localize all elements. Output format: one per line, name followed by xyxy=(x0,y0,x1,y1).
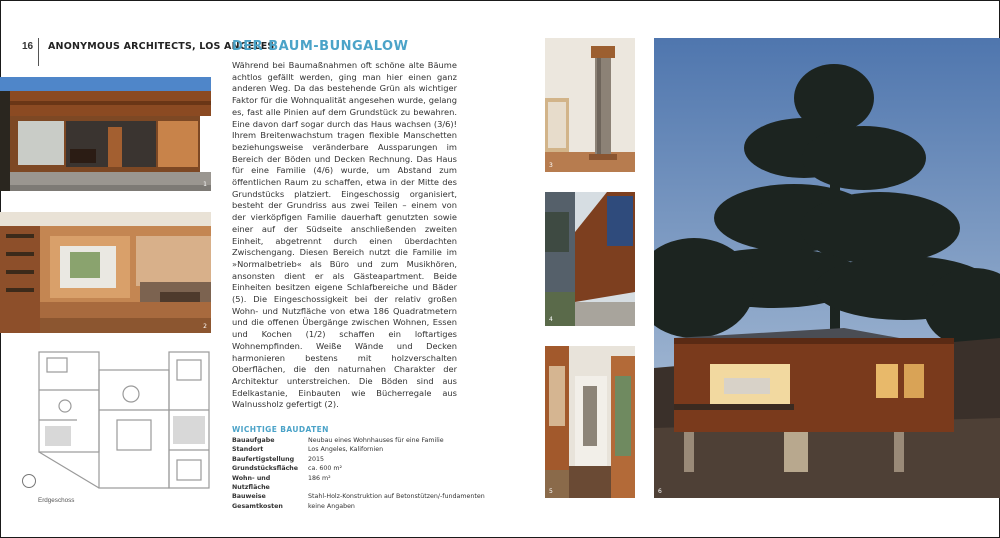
facts-value: keine Angaben xyxy=(308,502,355,510)
facts-value: Neubau eines Wohnhauses für eine Familie xyxy=(308,437,444,444)
photo-exterior-dusk xyxy=(654,38,1000,498)
facts-value: 186 m² xyxy=(308,474,331,482)
facts-row xyxy=(232,455,485,464)
page-number: 16 xyxy=(22,41,34,52)
article-body xyxy=(232,60,457,411)
photo-caption: 1 xyxy=(203,181,207,188)
photo-tree-interior xyxy=(545,38,635,172)
facts-row xyxy=(232,464,485,473)
floor-plan xyxy=(37,350,211,490)
facts-row xyxy=(232,445,485,454)
photo-caption: 5 xyxy=(549,488,553,495)
facts-label: Grundstücksfläche xyxy=(232,465,299,473)
photo-hallway xyxy=(545,346,635,498)
floor-plan-label: Erdgeschoss xyxy=(38,497,75,504)
facts-label: Gesamtkosten xyxy=(232,502,283,510)
facts-value: Stahl-Holz-Konstruktion auf Betonstützen/-fundamenten xyxy=(308,493,485,501)
facts-label: Bauaufgabe xyxy=(232,437,275,444)
facts-row xyxy=(232,492,485,501)
facts-value: 2015 xyxy=(308,455,325,463)
facts-title: WICHTIGE BAUDATEN xyxy=(232,425,329,434)
facts-label: Wohn- und Nutzfläche xyxy=(232,474,271,492)
photo-carport xyxy=(0,77,211,191)
article-paragraph: Während bei Baumaßnahmen oft schöne alte Bäume achtlos gefällt werden, ging man hier einen ganz anderen Weg. Da das bestehende Grün als wichtiger Faktor für die Wohnqualität angesehen wurde, gelang es, fast alle Pinien auf dem Grundstück zu bewahren. Eine davon darf sogar durch das Haus wachsen (3/6)! Ihrem Breitenwachstum tragen flexible Manschetten beziehungsweise veränderbare Aussparungen im Bereich der Böden und Decken Rechnung. Das Haus für eine Familie (4/6) wurde, um Abstand zum öffentlichen Raum zu schaffen, etwa in der Mitte des Grundstücks platziert. Eingeschossig organisiert, besteht der Grundriss aus zwei Teilen – einem von der vierköpfigen Familie dauerhaft genutzten sowie einer auf der Südseite anschließenden zweiten Einheit, abgetrennt durch einen überdachten Zwischengang. Diesen Bereich nutzt die Familie im »Normalbetrieb« als Büro und zum Musikhören, ansonsten dient er als Gästeapartment. Beide Einheiten besitzen eigene Schlafbereiche und Bäder (5). Die Eingeschossigkeit bei der relativ großen Wohn- und Nutzfläche von etwa 186 Quadratmetern und die offenen Übergänge zwischen Wohnen, Essen und Kochen (1/2) schaffen ein loftartiges Wohnempfinden. Weiße Wände und Decken harmonieren bestens mit holzverschalten Oberflächen, die den naturnahen Charakter der Architektur unterstreichen. Die Böden sind aus Edelkastanie, Einbauten wie Bücherregale aus Walnussholz gefertigt (2). xyxy=(232,60,457,410)
article-title: DER BAUM-BUNGALOW xyxy=(232,39,409,54)
facts-label: Baufertigstellung xyxy=(232,455,295,463)
compass-icon xyxy=(22,474,36,488)
facts-table xyxy=(232,436,485,511)
facts-label: Bauweise xyxy=(232,493,266,501)
photo-facade-detail xyxy=(545,192,635,326)
photo-caption: 2 xyxy=(203,323,207,330)
photo-caption: 6 xyxy=(658,488,662,495)
facts-row xyxy=(232,436,485,445)
running-header: ANONYMOUS ARCHITECTS, LOS ANGELES xyxy=(48,41,275,52)
header-divider xyxy=(38,38,39,66)
facts-value: ca. 600 m² xyxy=(308,465,343,473)
photo-caption: 4 xyxy=(549,316,553,323)
facts-value: Los Angeles, Kalifornien xyxy=(308,446,384,454)
facts-row xyxy=(232,502,485,511)
facts-label: Standort xyxy=(232,446,264,454)
photo-caption: 3 xyxy=(549,162,553,169)
facts-row xyxy=(232,474,485,493)
photo-living-room xyxy=(0,212,211,333)
